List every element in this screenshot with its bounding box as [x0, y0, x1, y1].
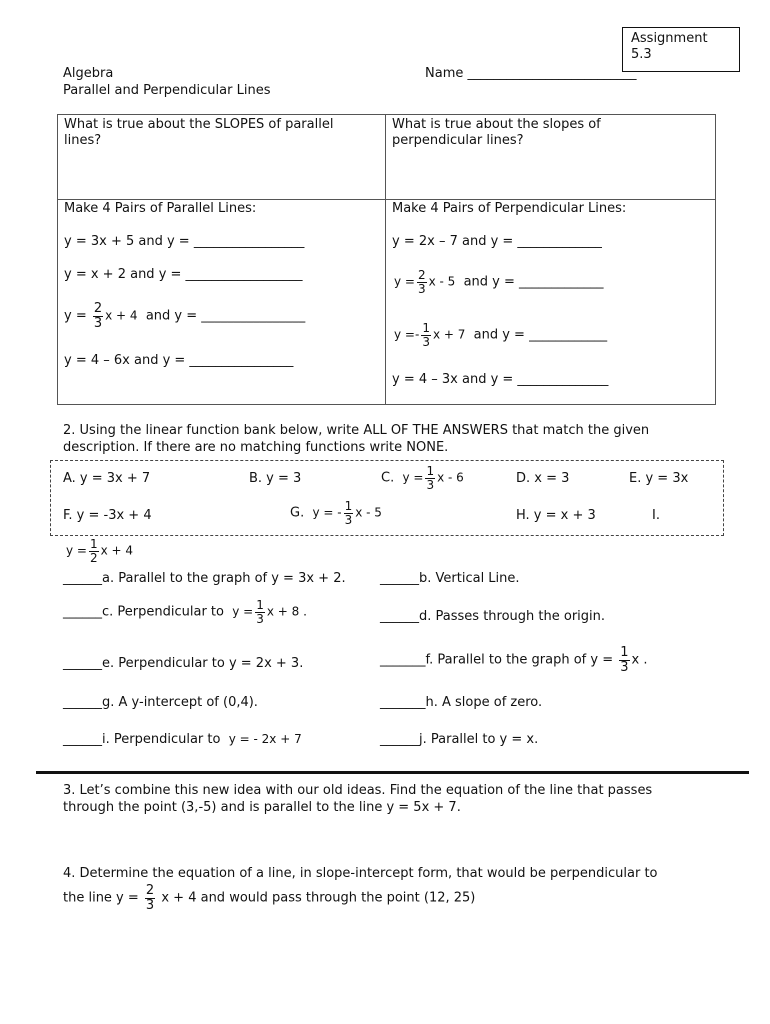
bank-i-rest: x + 4	[100, 543, 134, 558]
fraction: $\frac{1}{3}$	[422, 321, 430, 349]
r3-prefix: y =-	[394, 327, 420, 342]
bank-h: H. y = x + 3	[516, 508, 596, 523]
bank-i-prefix: y =	[66, 543, 87, 558]
item-e[interactable]: ______e. Perpendicular to y = 2x + 3.	[63, 656, 304, 671]
item-c[interactable]	[63, 599, 307, 625]
bank-a: A. y = 3x + 7	[63, 471, 151, 486]
fraction: $\frac{1}{3}$	[344, 499, 353, 527]
r3-suffix: and y = ____________	[473, 327, 608, 343]
perpendicular-pair-2[interactable]	[394, 269, 604, 295]
name-field[interactable]: Name __________________________	[425, 66, 637, 81]
bank-g-prefix: y = -	[312, 505, 342, 520]
item-f-rest: x .	[631, 652, 648, 668]
p3-rest: x + 4	[105, 308, 138, 323]
assignment-number: 5.3	[631, 47, 652, 63]
bank-e: E. y = 3x	[629, 471, 689, 486]
bank-c-label: C.	[381, 470, 395, 486]
item-i-text: ______i. Perpendicular to	[63, 732, 221, 747]
assignment-box	[622, 27, 740, 72]
item-c-rest: x + 8 .	[266, 604, 307, 619]
subject: Algebra	[63, 66, 114, 81]
item-j[interactable]: ______j. Parallel to y = x.	[380, 732, 539, 747]
p3-suffix: and y = ________________	[145, 308, 306, 324]
q3-line2: through the point (3,-5) and is parallel to the line y = 5x + 7.	[63, 800, 461, 815]
fraction: $\frac{1}{3}$	[426, 464, 435, 492]
parallel-pair-4[interactable]: y = 4 – 6x and y = ________________	[64, 353, 294, 368]
perpendicular-pair-1[interactable]: y = 2x – 7 and y = _____________	[392, 234, 602, 249]
fraction: $\frac{1}{3}$	[620, 645, 629, 675]
bank-c	[381, 465, 464, 491]
item-h[interactable]: _______h. A slope of zero.	[380, 695, 543, 710]
r2-rest: x - 5	[428, 274, 456, 289]
bank-i-label: I.	[652, 508, 660, 523]
r2-suffix: and y = _____________	[463, 274, 604, 290]
q4-rest: x + 4 and would pass through the point (12, 25)	[161, 890, 476, 906]
bank-g-label: G.	[290, 505, 305, 521]
table-divider-vertical	[385, 115, 386, 404]
page-title: Parallel and Perpendicular Lines	[63, 83, 271, 98]
q2-line1: 2. Using the linear function bank below, write ALL OF THE ANSWERS that match the given	[63, 423, 650, 438]
perpendicular-pair-4[interactable]: y = 4 – 3x and y = ______________	[392, 372, 609, 387]
bank-c-prefix: y =	[402, 470, 424, 485]
question-table	[57, 114, 716, 405]
fraction: $\frac{2}{3}$	[417, 268, 426, 296]
q2-line2: description. If there are no matching functions write NONE.	[63, 440, 449, 455]
q3-line1: 3. Let’s combine this new idea with our old ideas. Find the equation of the line that passes	[63, 783, 653, 798]
bank-g	[290, 500, 382, 526]
item-b[interactable]: ______b. Vertical Line.	[380, 571, 520, 586]
p3-prefix: y =	[64, 308, 87, 324]
bank-i	[66, 538, 133, 564]
item-d[interactable]: ______d. Passes through the origin.	[380, 609, 606, 624]
fraction: $\frac{2}{3}$	[93, 301, 103, 331]
bank-f: F. y = -3x + 4	[63, 508, 152, 523]
item-f-text: _______f. Parallel to the graph of y =	[380, 652, 614, 668]
table-divider-horizontal	[58, 199, 715, 200]
parallel-pair-1[interactable]: y = 3x + 5 and y = _________________	[64, 234, 305, 249]
item-g[interactable]: ______g. A y-intercept of (0,4).	[63, 695, 258, 710]
perpendicular-pair-3[interactable]	[394, 322, 607, 348]
item-f[interactable]	[380, 646, 648, 674]
bank-b: B. y = 3	[249, 471, 302, 486]
q4-line1: 4. Determine the equation of a line, in slope-intercept form, that would be perpendicular to	[63, 866, 658, 881]
r2-prefix: y =	[394, 274, 415, 289]
item-c-prefix: y =	[232, 604, 254, 619]
fraction: $\frac{2}{3}$	[145, 883, 155, 913]
perpendicular-heading: Make 4 Pairs of Perpendicular Lines:	[392, 201, 627, 216]
fraction: $\frac{1}{3}$	[256, 598, 264, 626]
item-i-eq: y = - 2x + 7	[228, 732, 302, 746]
parallel-pair-3[interactable]	[64, 302, 305, 330]
parallel-slopes-question: What is true about the SLOPES of parallel lines?	[64, 117, 334, 149]
bank-d: D. x = 3	[516, 471, 570, 486]
bank-g-rest: x - 5	[355, 505, 382, 520]
item-a[interactable]: ______a. Parallel to the graph of y = 3x + 2.	[63, 571, 346, 586]
assignment-label: Assignment	[631, 31, 708, 46]
perpendicular-slopes-question: What is true about the slopes of perpendicular lines?	[392, 117, 601, 149]
q4-prefix: the line y =	[63, 890, 139, 906]
q4-line2	[63, 884, 475, 912]
parallel-pair-2[interactable]: y = x + 2 and y = __________________	[64, 267, 303, 282]
bank-c-rest: x - 6	[437, 470, 464, 485]
parallel-heading: Make 4 Pairs of Parallel Lines:	[64, 201, 257, 216]
section-divider	[36, 771, 749, 774]
item-c-text: ______c. Perpendicular to	[63, 604, 224, 620]
item-i[interactable]	[63, 732, 302, 748]
fraction: $\frac{1}{2}$	[89, 537, 98, 565]
r3-rest: x + 7	[432, 327, 466, 342]
